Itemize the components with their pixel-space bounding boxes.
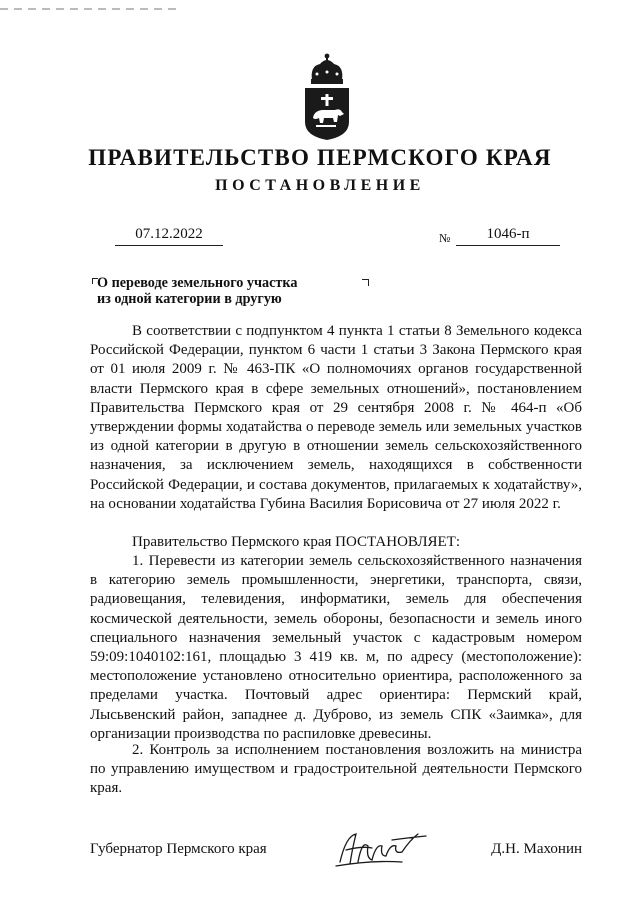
subject-line-1: О переводе земельного участка [97, 275, 298, 291]
document-date: 07.12.2022 [115, 226, 223, 246]
coat-of-arms-icon [302, 52, 352, 140]
subject-corner-right [362, 279, 369, 286]
document-number: 1046-п [456, 226, 560, 246]
subject-line-2: из одной категории в другую [97, 291, 282, 307]
preamble-paragraph: В соответствии с подпунктом 4 пункта 1 статьи 8 Земельного кодекса Российской Федерации, пунктом 6 части 1 статьи 3 Закона Пермского края от 01 июля 2009 г. № 463-ПК «О полномочиях органов государственной власти Пермского края в сфере земельных отношений», постановлением Правительства Пермского края от 29 сентября 2008 г. № 464-п «Об утверждении формы ходатайства о переводе земель или земельных участков из одной категории в другую в отношении земель сельскохозяйственного назначения, за исключением земель, находящихся в собственности Российской Федерации, и состава документов, прилагаемых к ходатайству», на основании ходатайства Губина Василия Борисовича от 27 июля 2022 г. [90, 323, 582, 512]
document-subject [97, 275, 297, 307]
clause-1: 1. Перевести из категории земель сельскохозяйственного назначения в категорию земель промышленности, энергетики, транспорта, связи, радиовещания, телевидения, информатики, земель для обеспечения космической деятельности, земель обороны, безопасности и земель иного специального назначения земельный участок с кадастровым номером 59:09:1040102:161, площадью 3 419 кв. м, по адресу (местоположение): местоположение установлено относительно ориентира, расположенного за пределами участка. Почтовый адрес ориентира: Пермский край, Лысьвенский район, западнее д. Дуброво, из земель СПК «Заимка», для организации производства по распиловке древесины. [90, 553, 582, 742]
number-sign: № [439, 231, 451, 245]
document-type: ПОСТАНОВЛЕНИЕ [215, 177, 425, 194]
handwritten-signature-icon [332, 826, 430, 870]
signatory-position: Губернатор Пермского края [90, 841, 267, 857]
government-title: ПРАВИТЕЛЬСТВО ПЕРМСКОГО КРАЯ [88, 145, 552, 170]
scan-edge-marks [0, 8, 180, 10]
clause-2: 2. Контроль за исполнением постановления возложить на министра по управлению имуществом и градостроительной деятельности Пермского края. [90, 742, 582, 797]
signatory-name: Д.Н. Махонин [491, 841, 582, 857]
resolution-heading: Правительство Пермского края ПОСТАНОВЛЯЕТ: [132, 534, 461, 550]
